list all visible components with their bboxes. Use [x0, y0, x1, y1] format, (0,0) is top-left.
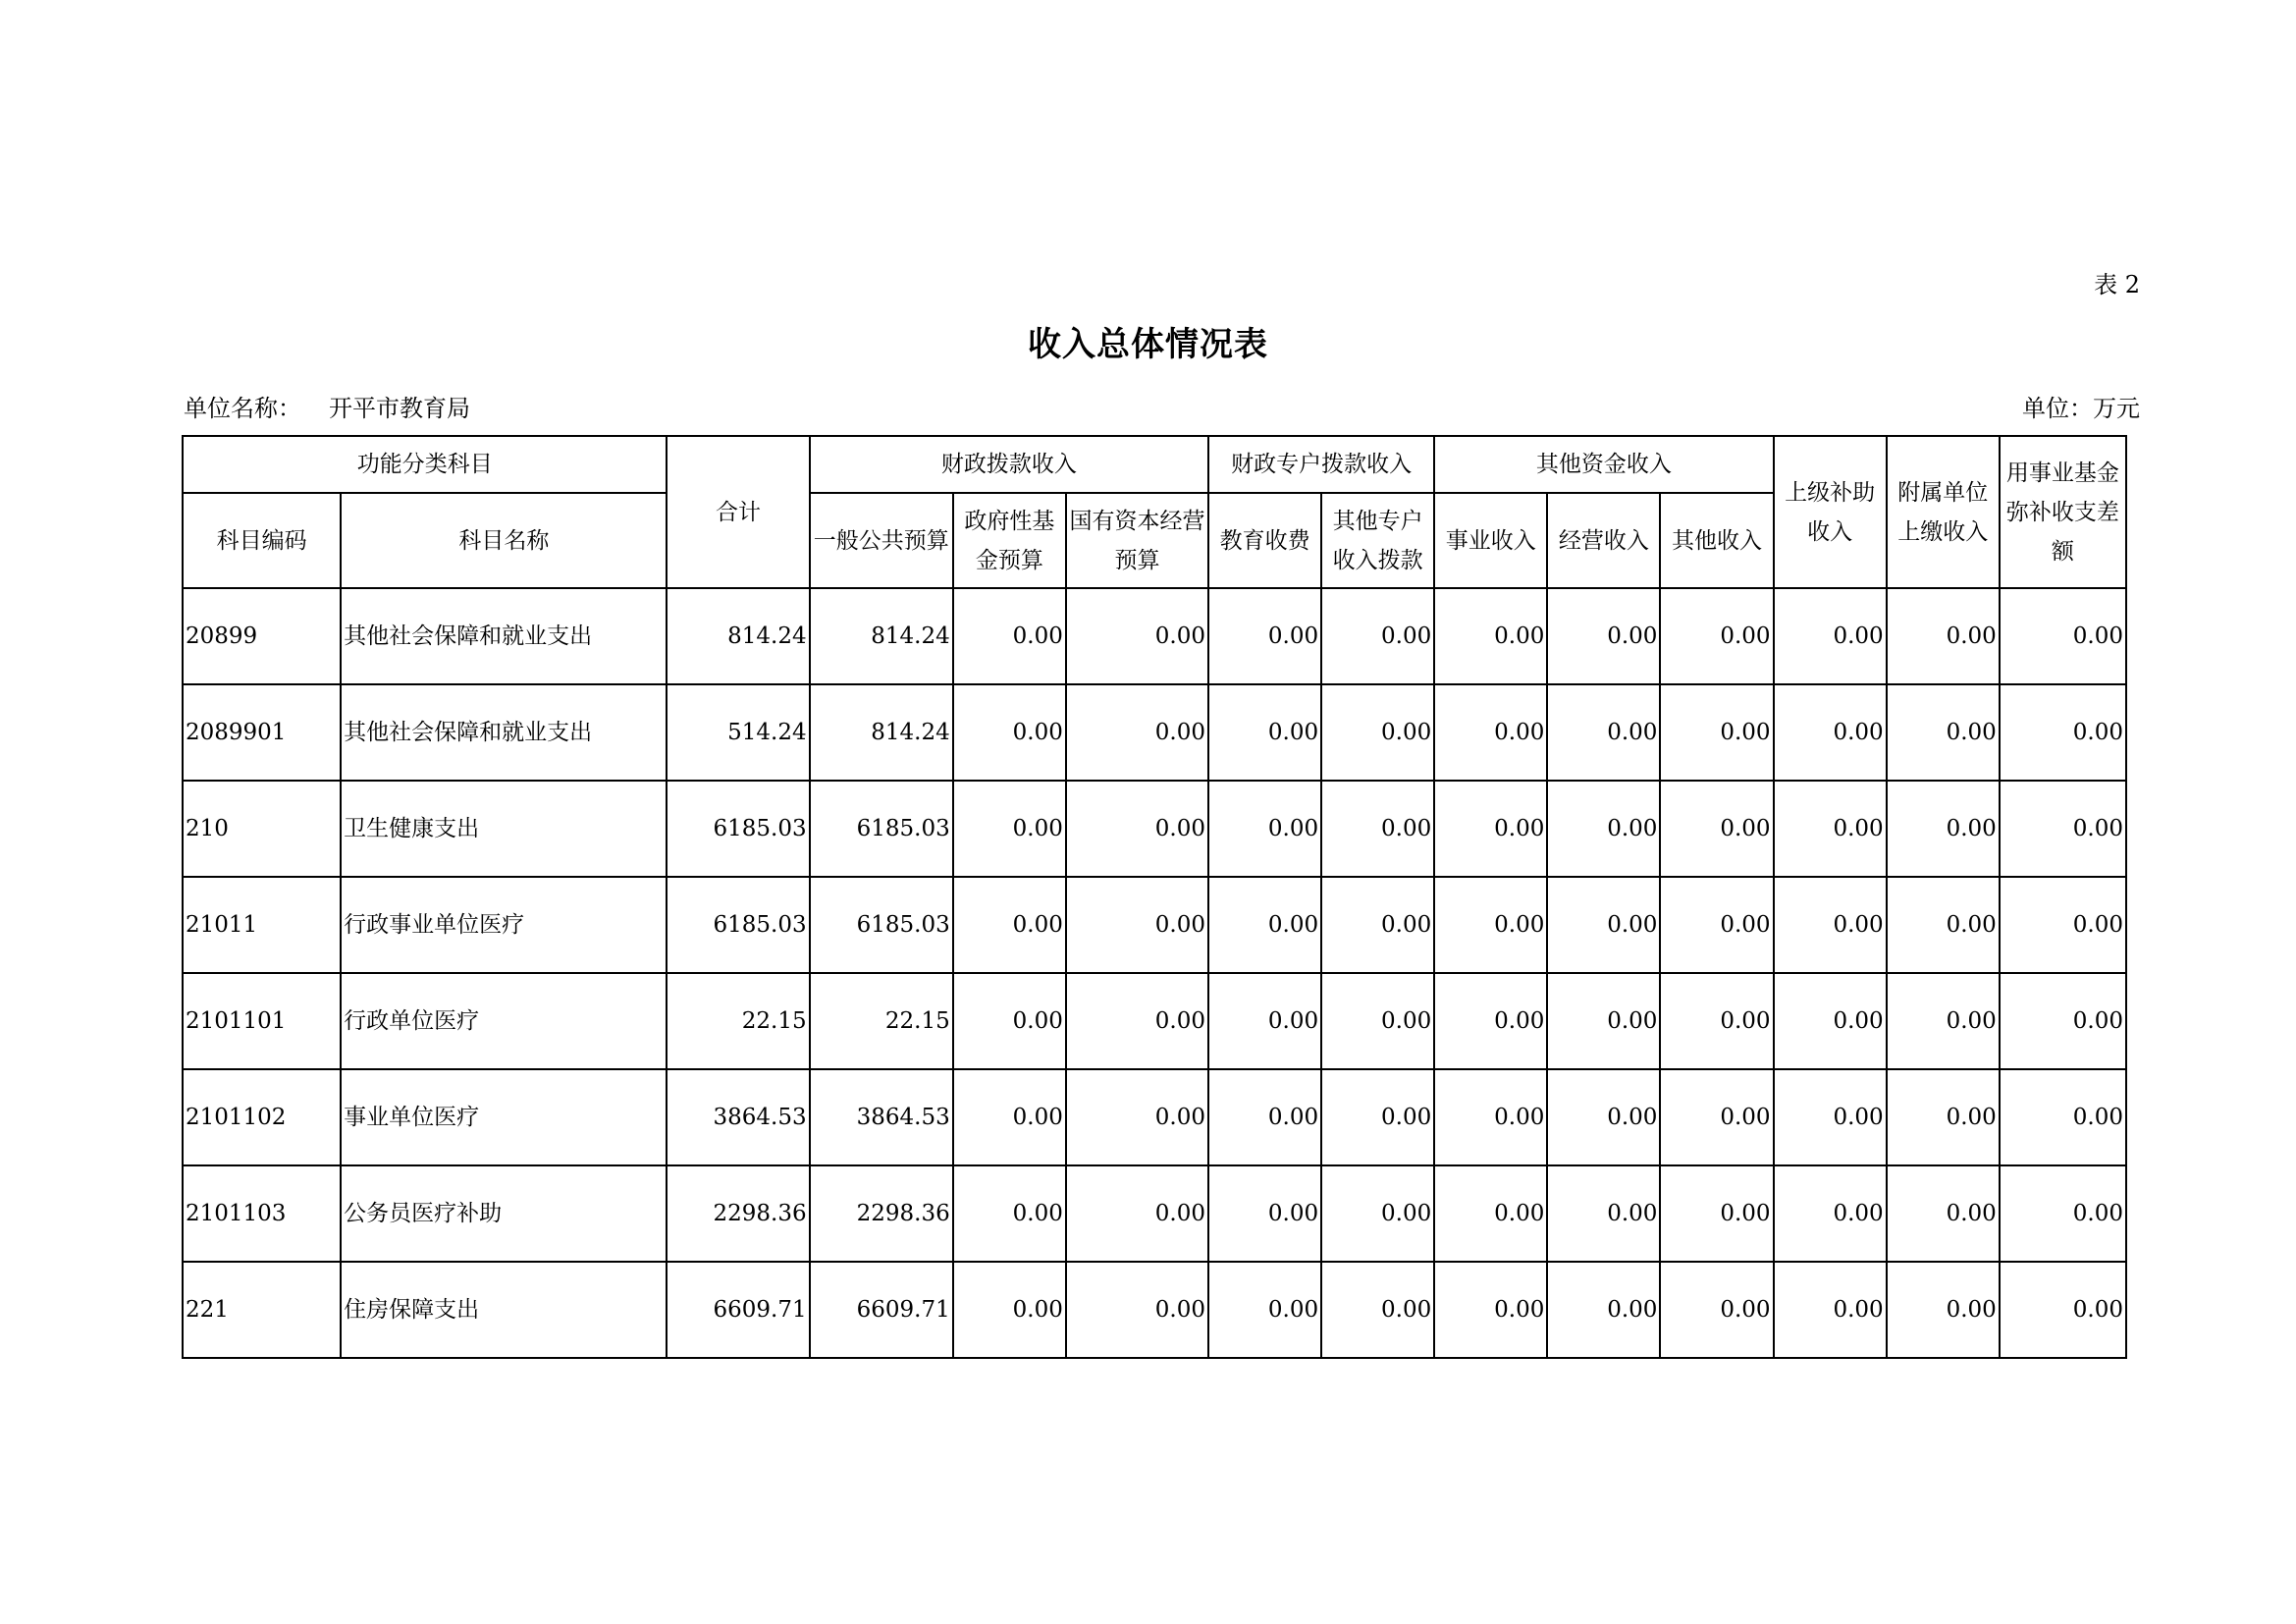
- cell-business-income: 0.00: [1434, 684, 1547, 781]
- cell-gov-fund: 0.00: [953, 973, 1066, 1069]
- table-row: [183, 588, 2126, 684]
- cell-operating-income: 0.00: [1547, 1262, 1660, 1358]
- cell-state-capital: 0.00: [1066, 684, 1208, 781]
- cell-business-income: 0.00: [1434, 1165, 1547, 1262]
- cell-fund-balance: 0.00: [2000, 1069, 2126, 1165]
- cell-gov-fund: 0.00: [953, 588, 1066, 684]
- cell-fund-balance: 0.00: [2000, 781, 2126, 877]
- income-table: [182, 435, 2127, 1359]
- cell-fund-balance: 0.00: [2000, 588, 2126, 684]
- page-title: 收入总体情况表: [1028, 325, 1268, 364]
- cell-name: 其他社会保障和就业支出: [341, 684, 667, 781]
- cell-gov-fund: 0.00: [953, 684, 1066, 781]
- cell-edu-fee: 0.00: [1208, 973, 1321, 1069]
- cell-other-special: 0.00: [1321, 877, 1434, 973]
- cell-affiliated-payment: 0.00: [1887, 588, 2000, 684]
- cell-other-special: 0.00: [1321, 1262, 1434, 1358]
- cell-superior-subsidy: 0.00: [1774, 684, 1887, 781]
- cell-state-capital: 0.00: [1066, 1069, 1208, 1165]
- header-general-budget: 一般公共预算: [810, 493, 953, 588]
- cell-name: 公务员医疗补助: [341, 1165, 667, 1262]
- cell-total: 6185.03: [667, 781, 809, 877]
- cell-gov-fund: 0.00: [953, 781, 1066, 877]
- cell-business-income: 0.00: [1434, 1069, 1547, 1165]
- cell-name: 其他社会保障和就业支出: [341, 588, 667, 684]
- cell-affiliated-payment: 0.00: [1887, 1069, 2000, 1165]
- header-other-income: 其他收入: [1660, 493, 1773, 588]
- table-row: [183, 973, 2126, 1069]
- cell-other-special: 0.00: [1321, 781, 1434, 877]
- table-row: [183, 1069, 2126, 1165]
- cell-edu-fee: 0.00: [1208, 1262, 1321, 1358]
- table-row: [183, 1165, 2126, 1262]
- header-business-income: 事业收入: [1434, 493, 1547, 588]
- header-special-grant: 财政专户拨款收入: [1208, 436, 1434, 493]
- cell-gov-fund: 0.00: [953, 1262, 1066, 1358]
- cell-fund-balance: 0.00: [2000, 973, 2126, 1069]
- header-superior-subsidy: 上级补助收入: [1774, 436, 1887, 588]
- cell-name: 事业单位医疗: [341, 1069, 667, 1165]
- cell-operating-income: 0.00: [1547, 684, 1660, 781]
- cell-edu-fee: 0.00: [1208, 588, 1321, 684]
- cell-state-capital: 0.00: [1066, 973, 1208, 1069]
- header-gov-fund: 政府性基金预算: [953, 493, 1066, 588]
- cell-other-income: 0.00: [1660, 1262, 1773, 1358]
- cell-total: 514.24: [667, 684, 809, 781]
- cell-name: 卫生健康支出: [341, 781, 667, 877]
- cell-superior-subsidy: 0.00: [1774, 1262, 1887, 1358]
- cell-total: 814.24: [667, 588, 809, 684]
- header-other-special: 其他专户收入拨款: [1321, 493, 1434, 588]
- header-code: 科目编码: [183, 493, 341, 588]
- cell-superior-subsidy: 0.00: [1774, 781, 1887, 877]
- cell-total: 3864.53: [667, 1069, 809, 1165]
- cell-edu-fee: 0.00: [1208, 877, 1321, 973]
- header-state-capital: 国有资本经营预算: [1066, 493, 1208, 588]
- table-row: [183, 877, 2126, 973]
- cell-other-special: 0.00: [1321, 973, 1434, 1069]
- cell-business-income: 0.00: [1434, 781, 1547, 877]
- cell-affiliated-payment: 0.00: [1887, 684, 2000, 781]
- cell-state-capital: 0.00: [1066, 588, 1208, 684]
- cell-code: 210: [183, 781, 341, 877]
- cell-total: 22.15: [667, 973, 809, 1069]
- cell-state-capital: 0.00: [1066, 1262, 1208, 1358]
- cell-business-income: 0.00: [1434, 973, 1547, 1069]
- cell-total: 2298.36: [667, 1165, 809, 1262]
- header-affiliated-payment: 附属单位上缴收入: [1887, 436, 2000, 588]
- cell-code: 221: [183, 1262, 341, 1358]
- cell-name: 行政单位医疗: [341, 973, 667, 1069]
- header-name: 科目名称: [341, 493, 667, 588]
- cell-business-income: 0.00: [1434, 877, 1547, 973]
- cell-other-income: 0.00: [1660, 588, 1773, 684]
- cell-code: 2101103: [183, 1165, 341, 1262]
- cell-code: 20899: [183, 588, 341, 684]
- header-edu-fee: 教育收费: [1208, 493, 1321, 588]
- cell-general-budget: 814.24: [810, 588, 953, 684]
- cell-affiliated-payment: 0.00: [1887, 973, 2000, 1069]
- cell-code: 2089901: [183, 684, 341, 781]
- cell-affiliated-payment: 0.00: [1887, 781, 2000, 877]
- cell-other-special: 0.00: [1321, 588, 1434, 684]
- cell-fund-balance: 0.00: [2000, 1262, 2126, 1358]
- cell-operating-income: 0.00: [1547, 1069, 1660, 1165]
- header-operating-income: 经营收入: [1547, 493, 1660, 588]
- cell-general-budget: 814.24: [810, 684, 953, 781]
- cell-other-income: 0.00: [1660, 1165, 1773, 1262]
- cell-general-budget: 6609.71: [810, 1262, 953, 1358]
- cell-affiliated-payment: 0.00: [1887, 1262, 2000, 1358]
- header-other-funds: 其他资金收入: [1434, 436, 1773, 493]
- cell-superior-subsidy: 0.00: [1774, 588, 1887, 684]
- cell-general-budget: 2298.36: [810, 1165, 953, 1262]
- cell-superior-subsidy: 0.00: [1774, 1069, 1887, 1165]
- cell-general-budget: 6185.03: [810, 877, 953, 973]
- cell-fund-balance: 0.00: [2000, 1165, 2126, 1262]
- cell-other-special: 0.00: [1321, 684, 1434, 781]
- cell-other-income: 0.00: [1660, 877, 1773, 973]
- unit-name-label: 单位名称：: [184, 395, 301, 422]
- cell-state-capital: 0.00: [1066, 781, 1208, 877]
- header-fiscal-grant: 财政拨款收入: [810, 436, 1208, 493]
- cell-edu-fee: 0.00: [1208, 684, 1321, 781]
- cell-operating-income: 0.00: [1547, 973, 1660, 1069]
- cell-fund-balance: 0.00: [2000, 684, 2126, 781]
- cell-code: 21011: [183, 877, 341, 973]
- cell-other-income: 0.00: [1660, 684, 1773, 781]
- cell-edu-fee: 0.00: [1208, 1165, 1321, 1262]
- table-number: 表 2: [2094, 271, 2140, 298]
- table-row: [183, 1262, 2126, 1358]
- cell-affiliated-payment: 0.00: [1887, 1165, 2000, 1262]
- cell-gov-fund: 0.00: [953, 877, 1066, 973]
- cell-gov-fund: 0.00: [953, 1165, 1066, 1262]
- header-total: 合计: [667, 436, 809, 588]
- cell-operating-income: 0.00: [1547, 781, 1660, 877]
- cell-other-income: 0.00: [1660, 1069, 1773, 1165]
- table-body: [183, 588, 2126, 1358]
- table-row: [183, 781, 2126, 877]
- cell-edu-fee: 0.00: [1208, 1069, 1321, 1165]
- cell-name: 行政事业单位医疗: [341, 877, 667, 973]
- cell-other-income: 0.00: [1660, 781, 1773, 877]
- cell-business-income: 0.00: [1434, 1262, 1547, 1358]
- cell-code: 2101101: [183, 973, 341, 1069]
- cell-operating-income: 0.00: [1547, 1165, 1660, 1262]
- cell-edu-fee: 0.00: [1208, 781, 1321, 877]
- cell-affiliated-payment: 0.00: [1887, 877, 2000, 973]
- cell-other-income: 0.00: [1660, 973, 1773, 1069]
- cell-business-income: 0.00: [1434, 588, 1547, 684]
- header-func-class: 功能分类科目: [183, 436, 667, 493]
- cell-total: 6185.03: [667, 877, 809, 973]
- currency-unit: 单位：万元: [2022, 395, 2140, 422]
- unit-name-line: [184, 389, 470, 423]
- cell-superior-subsidy: 0.00: [1774, 877, 1887, 973]
- cell-fund-balance: 0.00: [2000, 877, 2126, 973]
- cell-state-capital: 0.00: [1066, 877, 1208, 973]
- cell-superior-subsidy: 0.00: [1774, 973, 1887, 1069]
- header-fund-balance: 用事业基金弥补收支差额: [2000, 436, 2126, 588]
- cell-general-budget: 22.15: [810, 973, 953, 1069]
- cell-name: 住房保障支出: [341, 1262, 667, 1358]
- cell-operating-income: 0.00: [1547, 588, 1660, 684]
- cell-other-special: 0.00: [1321, 1069, 1434, 1165]
- cell-general-budget: 6185.03: [810, 781, 953, 877]
- unit-name-value: 开平市教育局: [329, 395, 470, 422]
- cell-total: 6609.71: [667, 1262, 809, 1358]
- cell-other-special: 0.00: [1321, 1165, 1434, 1262]
- table-row: [183, 684, 2126, 781]
- cell-gov-fund: 0.00: [953, 1069, 1066, 1165]
- cell-superior-subsidy: 0.00: [1774, 1165, 1887, 1262]
- cell-operating-income: 0.00: [1547, 877, 1660, 973]
- cell-code: 2101102: [183, 1069, 341, 1165]
- cell-general-budget: 3864.53: [810, 1069, 953, 1165]
- cell-state-capital: 0.00: [1066, 1165, 1208, 1262]
